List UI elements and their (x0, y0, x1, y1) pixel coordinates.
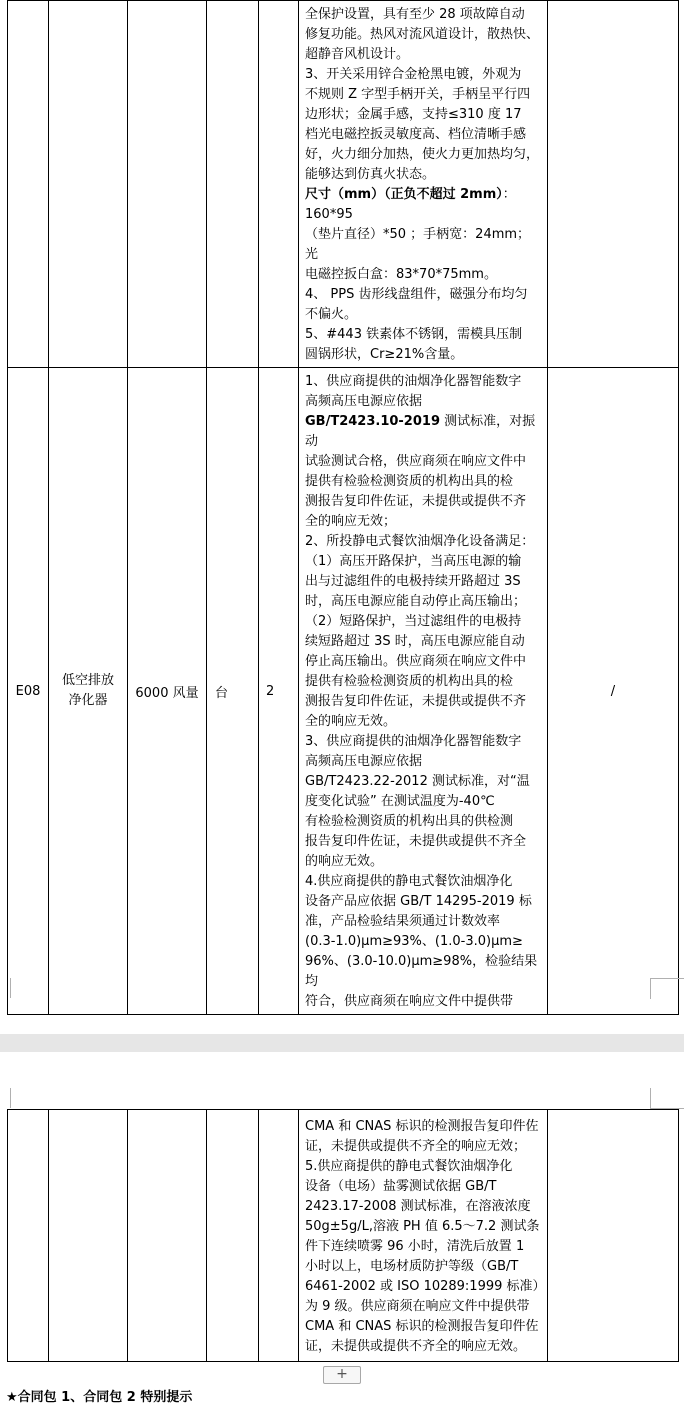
desc-line: 2423.17-2008 测试标准，在溶液浓度 (305, 1198, 531, 1214)
desc-line: 提供有检验检测资质的机构出具的检 (305, 674, 514, 689)
add-row-button[interactable]: + (323, 1366, 361, 1384)
desc-line: 不偏火。 (305, 307, 358, 322)
product-name: 低空排放净化器 (61, 673, 114, 708)
desc-line: 6461-2002 或 ISO 10289:1999 标准） (305, 1278, 546, 1294)
cell-remark (548, 1, 679, 368)
cell-description (299, 1, 548, 368)
cell-qty: 2 (259, 368, 299, 1015)
desc-line: 边形状；金属手感，支持≤310 度 17 (305, 107, 522, 122)
desc-line: 4、 PPS 齿形线盘组件，磁强分布均匀 (305, 287, 528, 302)
cell-spec (128, 1110, 207, 1362)
desc-line: 2、所投静电式餐饮油烟净化设备满足： (305, 534, 535, 549)
page-corner-mark (650, 978, 684, 999)
table-row (8, 1110, 679, 1362)
page-break-gap (0, 1034, 684, 1052)
desc-line: 小时以上，电场材质防护等级（GB/T (305, 1258, 519, 1274)
cell-description (299, 368, 548, 1015)
table-row (8, 1, 679, 368)
desc-line: 设备产品应依据 GB/T 14295-2019 标 (305, 894, 532, 909)
size-value: ：160*95 (305, 187, 516, 222)
cell-unit (207, 1, 259, 368)
size-line (305, 185, 541, 225)
desc-line: 好，火力细分加热，使火力更加热均匀， (305, 147, 540, 162)
desc-line: 符合，供应商须在响应文件中提供带 (305, 994, 514, 1009)
desc-line: 停止高压输出。供应商须在响应文件中 (305, 654, 527, 669)
desc-line: 出与过滤组件的电极持续开路超过 3S (305, 574, 521, 589)
desc-line: 96%、(3.0-10.0)μm≥98%，检验结果均 (305, 954, 538, 989)
desc-line: 报告复印件佐证，未提供或提供不齐全 (305, 834, 527, 849)
desc-line: 测报告复印件佐证，未提供或提供不齐 (305, 494, 527, 509)
cell-code (8, 1, 49, 368)
desc-line: 能够达到仿真火状态。 (305, 167, 436, 182)
desc-line: 高频高压电源应依据 (305, 754, 423, 769)
cell-remark: / (548, 368, 679, 1015)
desc-line: 准，产品检验结果须通过计数效率 (305, 914, 501, 929)
page-corner-mark (650, 1088, 684, 1109)
page-corner-mark (0, 978, 11, 998)
desc-line: CMA 和 CNAS 标识的检测报告复印件佐 (305, 1118, 539, 1134)
desc-text: 测试标准，对振动 (305, 414, 536, 449)
cell-name (49, 368, 128, 1015)
desc-line: 修复功能。热风对流风道设计，散热快、 (305, 27, 540, 42)
desc-line: 度变化试验” 在测试温度为-40℃ (305, 794, 495, 809)
desc-line: 全的响应无效。 (305, 714, 397, 729)
desc-line: 证，未提供或提供不齐全的响应无效； (305, 1138, 527, 1154)
size-label: 尺寸（mm）（正负不超过 2mm） (305, 187, 503, 202)
desc-line (305, 412, 541, 452)
desc-line: 的响应无效。 (305, 854, 384, 869)
desc-line: 设备（电场）盐雾测试依据 GB/T (305, 1178, 497, 1194)
desc-line: 圆锅形状，Cr≥21%含量。 (305, 347, 464, 362)
cell-spec (128, 1, 207, 368)
desc-line: GB/T2423.22-2012 测试标准，对“温 (305, 774, 530, 789)
desc-line: 全保护设置，具有至少 28 项故障自动 (305, 7, 525, 22)
cell-name (49, 1, 128, 368)
desc-line: 不规则 Z 字型手柄开关，手柄呈平行四 (305, 87, 531, 102)
desc-line: 5.供应商提供的静电式餐饮油烟净化 (305, 1158, 513, 1174)
desc-line: 超静音风机设计。 (305, 47, 410, 62)
desc-line: 提供有检验检测资质的机构出具的检 (305, 474, 514, 489)
cell-qty (259, 1, 299, 368)
cell-unit: 台 (207, 368, 259, 1015)
spec-table-page2 (7, 1109, 679, 1362)
table-row (8, 368, 679, 1015)
desc-line: 4.供应商提供的静电式餐饮油烟净化 (305, 874, 513, 889)
cell-description (299, 1110, 548, 1362)
desc-line: 全的响应无效； (305, 514, 397, 529)
cell-name (49, 1110, 128, 1362)
desc-line: （垫片直径）*50 ；手柄宽：24mm；光 (305, 227, 531, 262)
cell-code (8, 1110, 49, 1362)
standard-code: GB/T2423.10-2019 (305, 414, 440, 429)
desc-line: 档光电磁控扳灵敏度高、档位清晰手感 (305, 127, 527, 142)
cell-spec: 6000 风量 (128, 368, 207, 1015)
cell-remark (548, 1110, 679, 1362)
desc-line: （1）高压开路保护，当高压电源的输 (305, 554, 522, 569)
spec-table-page1 (7, 0, 679, 1015)
section-heading: ★合同包 1、合同包 2 特别提示 (6, 1390, 193, 1405)
desc-line: 证，未提供或提供不齐全的响应无效。 (305, 1338, 527, 1354)
desc-line: 3、供应商提供的油烟净化器智能数字 (305, 734, 522, 749)
desc-line: 1、供应商提供的油烟净化器智能数字 (305, 374, 522, 389)
desc-line: 测报告复印件佐证，未提供或提供不齐 (305, 694, 527, 709)
desc-line: 有检验检测资质的机构出具的供检测 (305, 814, 514, 829)
desc-line: 电磁控扳白盒：83*70*75mm。 (305, 267, 497, 282)
desc-line: 3、开关采用锌合金枪黑电镀，外观为 (305, 67, 522, 82)
desc-line: 试验测试合格，供应商须在响应文件中 (305, 454, 527, 469)
desc-line: CMA 和 CNAS 标识的检测报告复印件佐 (305, 1318, 539, 1334)
cell-qty (259, 1110, 299, 1362)
desc-line: 件下连续喷雾 96 小时，清洗后放置 1 (305, 1238, 525, 1254)
cell-code: E08 (8, 368, 49, 1015)
desc-line: 高频高压电源应依据 (305, 394, 423, 409)
cell-unit (207, 1110, 259, 1362)
desc-line: 50g±5g/L,溶液 PH 值 6.5～7.2 测试条 (305, 1218, 540, 1234)
desc-line: 5、#443 铁素体不锈钢，需模具压制 (305, 327, 523, 342)
page-corner-mark (0, 1088, 11, 1108)
desc-line: 续短路超过 3S 时，高压电源应能自动 (305, 634, 525, 649)
desc-line: 时，高压电源应能自动停止高压输出； (305, 594, 527, 609)
desc-line: （2）短路保护，当过滤组件的电极持 (305, 614, 522, 629)
desc-line: (0.3-1.0)μm≥93%、(1.0-3.0)μm≥ (305, 934, 523, 949)
desc-line: 为 9 级。供应商须在响应文件中提供带 (305, 1298, 530, 1314)
